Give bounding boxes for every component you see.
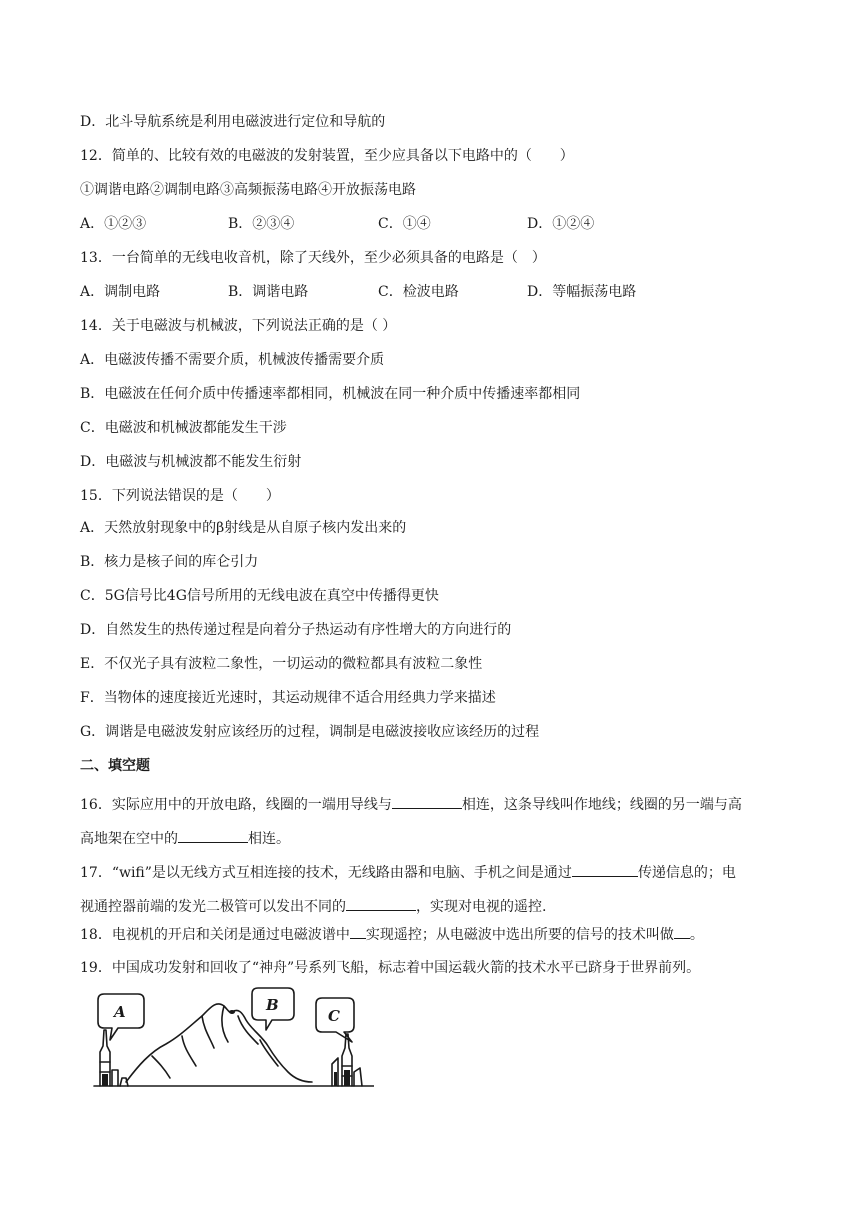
q15-option-d: D．自然发生的热传递过程是向着分子热运动有序性增大的方向进行的 — [80, 622, 512, 638]
question-12: 12．简单的、比较有效的电磁波的发射装置，至少应具备以下电路中的（ ） — [80, 148, 574, 164]
question-15: 15．下列说法错误的是（ ） — [80, 488, 280, 504]
q16-blank-2 — [178, 828, 248, 843]
question-17 — [80, 856, 780, 924]
question-12-items: ①调谐电路②调制电路③高频振荡电路④开放振荡电路 — [80, 182, 416, 198]
q16-blank-1 — [392, 794, 462, 809]
question-14: 14．关于电磁波与机械波，下列说法正确的是（ ） — [80, 318, 397, 334]
q12-option-d: D．①②④ — [527, 216, 595, 232]
q11-option-d: D．北斗导航系统是利用电磁波进行定位和导航的 — [80, 114, 386, 130]
q15-option-c: C．5G信号比4G信号所用的无线电波在真空中传播得更快 — [80, 588, 439, 604]
q15-option-f: F．当物体的速度接近光速时，其运动规律不适合用经典力学来描述 — [80, 690, 496, 706]
q15-option-g: G．调谐是电磁波发射应该经历的过程，调制是电磁波接收应该经历的过程 — [80, 724, 540, 740]
q16-text-3: 高地架在空中的 — [80, 831, 178, 847]
q14-option-d: D．电磁波与机械波都不能发生衍射 — [80, 454, 302, 470]
question-16 — [80, 788, 780, 856]
q13-option-d: D．等幅振荡电路 — [527, 284, 637, 300]
question-19: 19．中国成功发射和回收了“神舟”号系列飞船，标志着中国运载火箭的技术水平已跻身于世界前列。 — [80, 960, 701, 976]
q18-text-1: 18．电视机的开启和关闭是通过电磁波谱中 — [80, 927, 350, 943]
q12-option-c: C．①④ — [378, 216, 431, 232]
q17-text-3: 视通控器前端的发光二极管可以发出不同的 — [80, 899, 346, 915]
q13-option-b: B．调谐电路 — [228, 284, 309, 300]
q13-option-a: A．调制电路 — [80, 284, 161, 300]
q13-option-c: C．检波电路 — [378, 284, 459, 300]
satellite-relay-figure — [92, 986, 374, 1090]
q14-option-a: A．电磁波传播不需要介质，机械波传播需要介质 — [80, 352, 385, 368]
section-heading-fill-in: 二、填空题 — [80, 758, 150, 774]
q17-text-4: ，实现对电视的遥控. — [416, 899, 547, 915]
q14-option-b: B．电磁波在任何介质中传播速率都相同，机械波在同一种介质中传播速率都相同 — [80, 386, 581, 402]
q17-text-1: 17．“wifi”是以无线方式互相连接的技术，无线路由器和电脑、手机之间是通过 — [80, 865, 572, 881]
question-18 — [80, 924, 704, 945]
q12-option-b: B．②③④ — [228, 216, 295, 232]
q18-text-2: 实现遥控；从电磁波中选出所要的信号的技术叫做 — [365, 927, 674, 943]
figure-label-a: A — [114, 1003, 126, 1021]
q17-text-2: 传递信息的；电 — [637, 865, 736, 881]
question-13: 13．一台简单的无线电收音机，除了天线外，至少必须具备的电路是（ ） — [80, 250, 546, 266]
q18-blank-1 — [350, 924, 366, 939]
q15-option-b: B．核力是核子间的库仑引力 — [80, 554, 259, 570]
q18-blank-2 — [674, 924, 690, 939]
q15-option-e: E．不仅光子具有波粒二象性，一切运动的微粒都具有波粒二象性 — [80, 656, 483, 672]
q18-text-3: 。 — [689, 927, 704, 943]
figure-label-b: B — [266, 996, 279, 1014]
figure-label-c: C — [328, 1007, 340, 1025]
q16-text-2: 相连，这条导线叫作地线；线圈的另一端与高 — [461, 797, 742, 813]
q14-option-c: C．电磁波和机械波都能发生干涉 — [80, 420, 287, 436]
q12-option-a: A．①②③ — [80, 216, 147, 232]
q16-text-4: 相连。 — [248, 831, 290, 847]
q16-text-1: 16．实际应用中的开放电路，线圈的一端用导线与 — [80, 797, 392, 813]
q17-blank-1 — [572, 862, 638, 877]
q17-blank-2 — [346, 896, 416, 911]
q15-option-a: A．天然放射现象中的β射线是从自原子核内发出来的 — [80, 520, 407, 536]
